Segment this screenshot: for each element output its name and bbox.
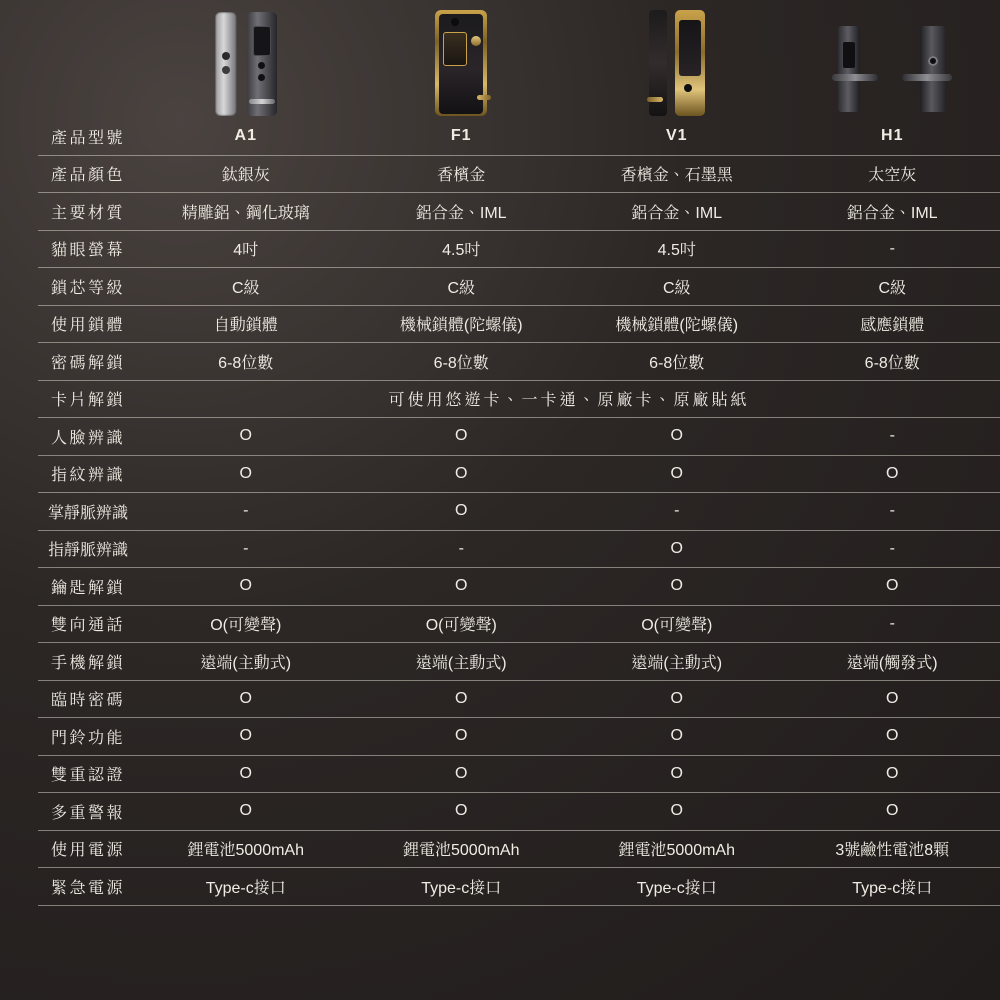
table-row: [0, 643, 1000, 681]
cell-value: O: [138, 755, 354, 793]
row-label: 指紋辨識: [38, 455, 138, 493]
cell-value: O: [138, 568, 354, 606]
cell-value: -: [785, 230, 1000, 268]
row-label: 鎖芯等級: [38, 268, 138, 306]
row-spacer: [0, 343, 38, 381]
cell-value: -: [785, 418, 1000, 456]
cell-value: C級: [569, 268, 785, 306]
row-label: 雙向通話: [38, 605, 138, 643]
cell-value: O(可變聲): [138, 605, 354, 643]
row-spacer: [0, 605, 38, 643]
row-spacer: [0, 305, 38, 343]
cell-value: O: [569, 755, 785, 793]
smart-lock-v1-illustration: [649, 6, 705, 118]
cell-value: O(可變聲): [569, 605, 785, 643]
row-label: 緊急電源: [38, 868, 138, 906]
cell-model-v1: V1: [569, 118, 785, 155]
row-spacer: [0, 868, 38, 906]
cell-value: 鋰電池5000mAh: [138, 830, 354, 868]
cell-value: Type-c接口: [354, 868, 570, 906]
table-row: [0, 380, 1000, 418]
row-label: 使用鎖體: [38, 305, 138, 343]
cell-value: O: [569, 680, 785, 718]
cell-value: 4.5吋: [569, 230, 785, 268]
row-spacer: [0, 568, 38, 606]
cell-value: 鋁合金、IML: [569, 193, 785, 231]
cell-value: 機械鎖體(陀螺儀): [569, 305, 785, 343]
row-label: 產品顏色: [38, 155, 138, 193]
cell-value: 太空灰: [785, 155, 1000, 193]
cell-value: O: [569, 418, 785, 456]
row-spacer: [0, 418, 38, 456]
cell-value: -: [138, 530, 354, 568]
cell-value: O: [354, 568, 570, 606]
table-row: [0, 605, 1000, 643]
cell-value: O: [354, 493, 570, 531]
row-spacer: [0, 193, 38, 231]
cell-model-h1: H1: [785, 118, 1000, 155]
table-row: [0, 793, 1000, 831]
row-spacer: [0, 718, 38, 756]
cell-value: O: [569, 793, 785, 831]
smart-lock-h1-illustration: [832, 6, 952, 118]
cell-value: O: [785, 718, 1000, 756]
cell-value: O: [354, 680, 570, 718]
table-row: [0, 268, 1000, 306]
row-label: 指靜脈辨識: [38, 530, 138, 568]
cell-value: Type-c接口: [569, 868, 785, 906]
row-label: 手機解鎖: [38, 643, 138, 681]
table-row: [0, 193, 1000, 231]
cell-value: 鋰電池5000mAh: [569, 830, 785, 868]
cell-value: 感應鎖體: [785, 305, 1000, 343]
table-row: [0, 868, 1000, 906]
product-image-cell-v1: [569, 0, 785, 120]
cell-value: 遠端(主動式): [354, 643, 570, 681]
row-spacer: [0, 118, 38, 155]
row-spacer: [0, 793, 38, 831]
cell-value: 6-8位數: [138, 343, 354, 381]
table-row: [0, 155, 1000, 193]
cell-value: 遠端(觸發式): [785, 643, 1000, 681]
cell-value: -: [569, 493, 785, 531]
cell-value: C級: [138, 268, 354, 306]
row-spacer: [0, 755, 38, 793]
row-spacer: [0, 493, 38, 531]
row-label: 掌靜脈辨識: [38, 493, 138, 531]
row-label: 卡片解鎖: [38, 380, 138, 418]
row-label: 使用電源: [38, 830, 138, 868]
row-spacer: [0, 230, 38, 268]
spec-table: [0, 118, 1000, 906]
cell-value: O: [138, 718, 354, 756]
cell-value: O: [138, 455, 354, 493]
row-spacer: [0, 830, 38, 868]
cell-value: 4.5吋: [354, 230, 570, 268]
smart-lock-a1-illustration: [215, 6, 277, 118]
row-label: 人臉辨識: [38, 418, 138, 456]
cell-model-f1: F1: [354, 118, 570, 155]
row-spacer: [0, 380, 38, 418]
table-row: [0, 493, 1000, 531]
cell-value: O: [138, 418, 354, 456]
cell-value: O: [354, 718, 570, 756]
cell-value: C級: [354, 268, 570, 306]
cell-value: Type-c接口: [785, 868, 1000, 906]
row-spacer: [0, 268, 38, 306]
cell-value: O: [569, 718, 785, 756]
row-spacer: [0, 643, 38, 681]
cell-value: O: [569, 568, 785, 606]
table-row: [0, 418, 1000, 456]
row-left-spacer: [0, 0, 38, 120]
product-image-cell-h1: [785, 0, 1000, 120]
cell-value: -: [354, 530, 570, 568]
table-row: [0, 305, 1000, 343]
label-column-header: [38, 0, 138, 120]
table-row: [0, 230, 1000, 268]
cell-value-merged: 可使用悠遊卡、一卡通、原廠卡、原廠貼紙: [138, 380, 1000, 418]
cell-value: -: [785, 493, 1000, 531]
row-label: 雙重認證: [38, 755, 138, 793]
row-label: 主要材質: [38, 193, 138, 231]
table-row: [0, 118, 1000, 155]
cell-value: O: [569, 530, 785, 568]
cell-value: 6-8位數: [354, 343, 570, 381]
cell-value: O: [785, 793, 1000, 831]
row-spacer: [0, 455, 38, 493]
table-row: [0, 343, 1000, 381]
cell-value: O: [785, 568, 1000, 606]
cell-value: 香檳金: [354, 155, 570, 193]
cell-value: 香檳金、石墨黑: [569, 155, 785, 193]
cell-value: O: [785, 755, 1000, 793]
cell-value: C級: [785, 268, 1000, 306]
cell-value: O: [785, 455, 1000, 493]
cell-value: 鋰電池5000mAh: [354, 830, 570, 868]
cell-value: -: [785, 605, 1000, 643]
cell-value: O: [354, 755, 570, 793]
cell-value: 3號鹼性電池8顆: [785, 830, 1000, 868]
cell-value: -: [785, 530, 1000, 568]
cell-value: O: [138, 680, 354, 718]
cell-value: 鈦銀灰: [138, 155, 354, 193]
table-row: [0, 755, 1000, 793]
cell-value: O: [569, 455, 785, 493]
row-label: 密碼解鎖: [38, 343, 138, 381]
cell-value: O: [354, 418, 570, 456]
cell-value: O: [785, 680, 1000, 718]
table-row: [0, 718, 1000, 756]
product-image-cell-f1: [354, 0, 570, 120]
cell-value: 6-8位數: [785, 343, 1000, 381]
cell-value: 遠端(主動式): [138, 643, 354, 681]
cell-value: 鋁合金、IML: [354, 193, 570, 231]
cell-value: O(可變聲): [354, 605, 570, 643]
cell-value: Type-c接口: [138, 868, 354, 906]
table-row: [0, 680, 1000, 718]
table-row: [0, 530, 1000, 568]
row-spacer: [0, 680, 38, 718]
table-row: [0, 830, 1000, 868]
product-image-cell-a1: [138, 0, 354, 120]
table-row: [0, 455, 1000, 493]
cell-value: -: [138, 493, 354, 531]
row-label: 臨時密碼: [38, 680, 138, 718]
row-label: 產品型號: [38, 118, 138, 155]
table-row: [0, 568, 1000, 606]
cell-value: O: [354, 793, 570, 831]
cell-value: O: [354, 455, 570, 493]
cell-value: 鋁合金、IML: [785, 193, 1000, 231]
cell-value: O: [138, 793, 354, 831]
cell-value: 機械鎖體(陀螺儀): [354, 305, 570, 343]
smart-lock-f1-illustration: [435, 6, 487, 118]
row-label: 多重警報: [38, 793, 138, 831]
cell-value: 4吋: [138, 230, 354, 268]
cell-value: 自動鎖體: [138, 305, 354, 343]
cell-value: 遠端(主動式): [569, 643, 785, 681]
row-spacer: [0, 530, 38, 568]
row-label: 貓眼螢幕: [38, 230, 138, 268]
row-label: 鑰匙解鎖: [38, 568, 138, 606]
cell-value: 6-8位數: [569, 343, 785, 381]
row-label: 門鈴功能: [38, 718, 138, 756]
cell-value: 精雕鋁、鋼化玻璃: [138, 193, 354, 231]
row-spacer: [0, 155, 38, 193]
product-image-row: [0, 0, 1000, 120]
cell-model-a1: A1: [138, 118, 354, 155]
